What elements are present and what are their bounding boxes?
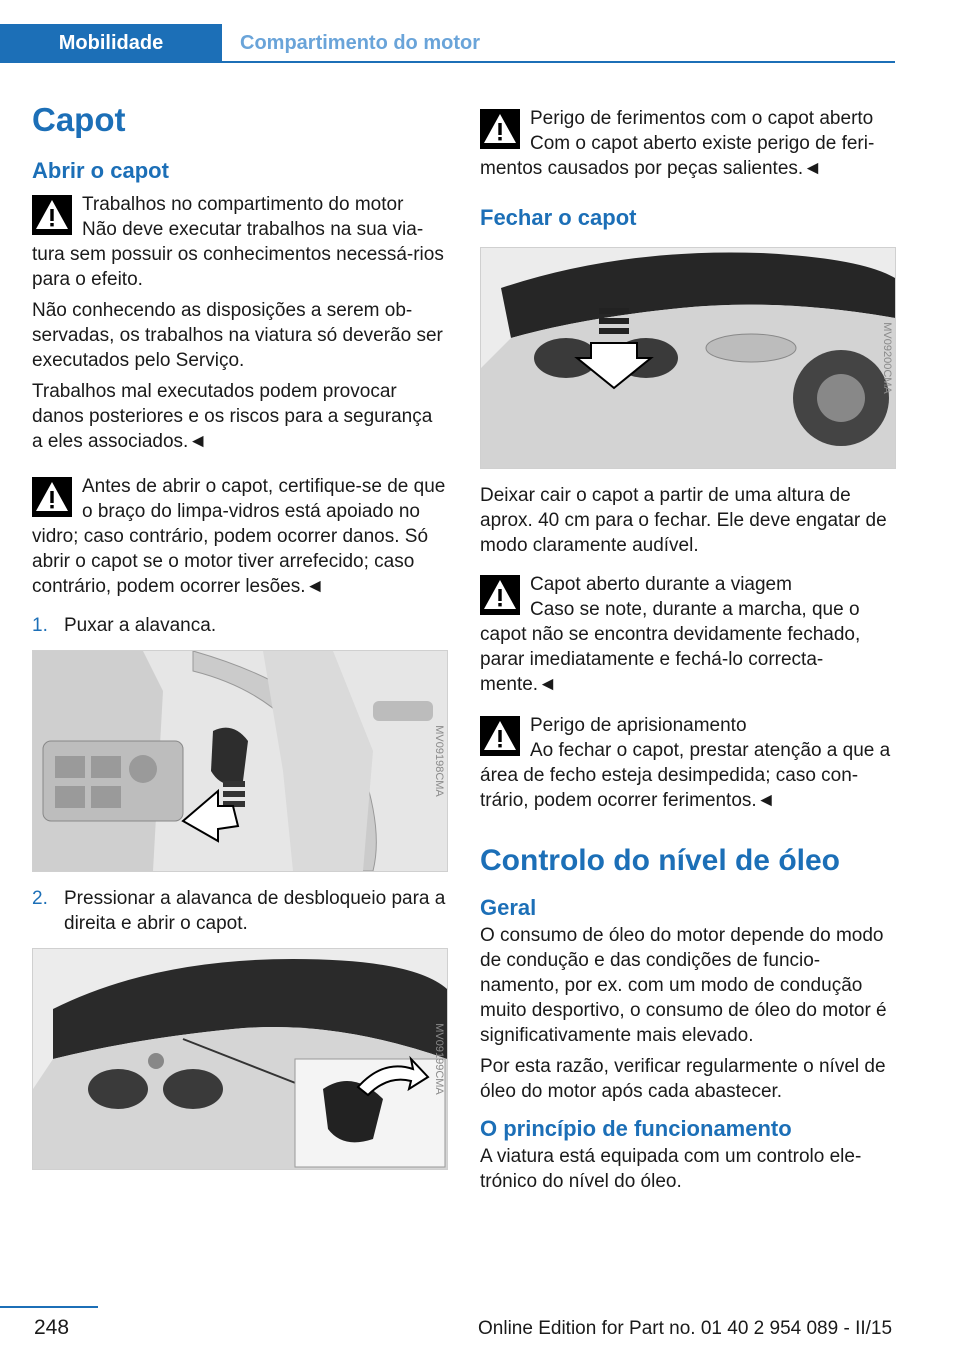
- warning-triangle-icon: [32, 195, 72, 235]
- warning-block-trapping: [480, 713, 896, 813]
- warning-text: Ao fechar o capot, prestar atenção a que a área de fecho esteja desimpedida; caso con-trário, podem ocorrer ferimentos.◄: [480, 740, 891, 811]
- tab-compartimento-do-motor[interactable]: Compartimento do motor: [240, 31, 480, 54]
- paragraph: O consumo de óleo do motor depende do modo de condução e das condições de funcio-namento, por ex. com um modo de condução muito desportivo, o consumo de óleo do motor é significativamente mais elevado.: [480, 925, 887, 1046]
- header-tabs: [0, 24, 960, 62]
- subsection-title-fechar: Fechar o capot: [480, 205, 637, 230]
- warning-title: Trabalhos no compartimento do motor: [82, 194, 404, 215]
- section-title-capot: Capot: [32, 101, 126, 138]
- subsection-title-geral: Geral: [480, 895, 537, 920]
- warning-triangle-icon: [480, 575, 520, 615]
- interior-lever-illustration: [33, 651, 447, 871]
- warning-title: Perigo de ferimentos com o capot aberto: [530, 108, 874, 129]
- warning-title: Capot aberto durante a viagem: [530, 574, 792, 595]
- paragraph: Deixar cair o capot a partir de uma altura de aprox. 40 cm para o fechar. Ele deve engatar de modo claramente audível.: [480, 485, 887, 556]
- warning-triangle-icon: [480, 716, 520, 756]
- step-number: 1.: [32, 615, 48, 636]
- warning-triangle-icon: [32, 477, 72, 517]
- figure-hood-release: [32, 948, 448, 1170]
- warning-text: Trabalhos mal executados podem provocar danos posteriores e os riscos para a segurança a eles associados.◄: [32, 381, 433, 452]
- subsection-title-abrir: Abrir o capot: [32, 158, 169, 183]
- right-column: [480, 106, 896, 1194]
- warning-text: Não deve executar trabalhos na sua via-tura sem possuir os conhecimentos necessá-rios para o efeito.: [32, 219, 444, 290]
- warning-block-hood-open-driving: [480, 572, 896, 697]
- step-number: 2.: [32, 888, 48, 909]
- warning-text: Não conhecendo as disposições a serem ob-servadas, os trabalhos na viatura só deverão ser executados pelo Serviço.: [32, 300, 443, 371]
- step-text: Pressionar a alavanca de desbloqueio para a direita e abrir o capot.: [64, 888, 446, 934]
- page-number: 248: [34, 1316, 70, 1339]
- warning-block-engine-work: [32, 192, 448, 454]
- warning-text: Antes de abrir o capot, certifique-se de que o braço do limpa-vidros está apoiado no vidro; caso contrário, podem ocorrer danos. Só abrir o capot se o motor tiver arrefecido; caso contrário, podem ocorrer lesões.◄: [32, 476, 446, 597]
- header-divider: [0, 61, 895, 63]
- hood-release-illustration: [33, 949, 447, 1169]
- left-column: [32, 98, 448, 1170]
- subsection-title-principle: O princípio de funcionamento: [480, 1116, 792, 1141]
- warning-title: Perigo de aprisionamento: [530, 715, 747, 736]
- figure-code: MV09199CMA: [433, 1023, 446, 1095]
- figure-close-hood: [480, 247, 896, 469]
- warning-text: Com o capot aberto existe perigo de feri-mentos causados por peças salientes.◄: [480, 133, 875, 179]
- step-text: Puxar a alavanca.: [64, 615, 217, 636]
- warning-block-open-hood: [480, 106, 896, 181]
- paragraph: A viatura está equipada com um controlo ele-trónico do nível do óleo.: [480, 1146, 862, 1192]
- list-item: [32, 613, 448, 638]
- list-item: [32, 886, 448, 936]
- figure-interior-lever: [32, 650, 448, 872]
- close-hood-illustration: [481, 248, 895, 468]
- paragraph: Por esta razão, verificar regularmente o nível de óleo do motor após cada abastecer.: [480, 1056, 886, 1102]
- warning-text: Caso se note, durante a marcha, que o capot não se encontra devidamente fechado, parar imediatamente e fechá-lo correcta-mente.◄: [480, 599, 861, 695]
- warning-triangle-icon: [480, 109, 520, 149]
- figure-code: MV09198CMA: [433, 725, 446, 797]
- warning-block-wiper: [32, 474, 448, 599]
- section-title-oil: Controlo do nível de óleo: [480, 844, 840, 877]
- edition-footer: Online Edition for Part no. 01 40 2 954 089 - II/15: [478, 1318, 893, 1339]
- figure-code: MV09200CMA: [881, 322, 894, 394]
- tab-mobilidade[interactable]: Mobilidade: [0, 24, 222, 62]
- page-number-divider: [0, 1306, 98, 1308]
